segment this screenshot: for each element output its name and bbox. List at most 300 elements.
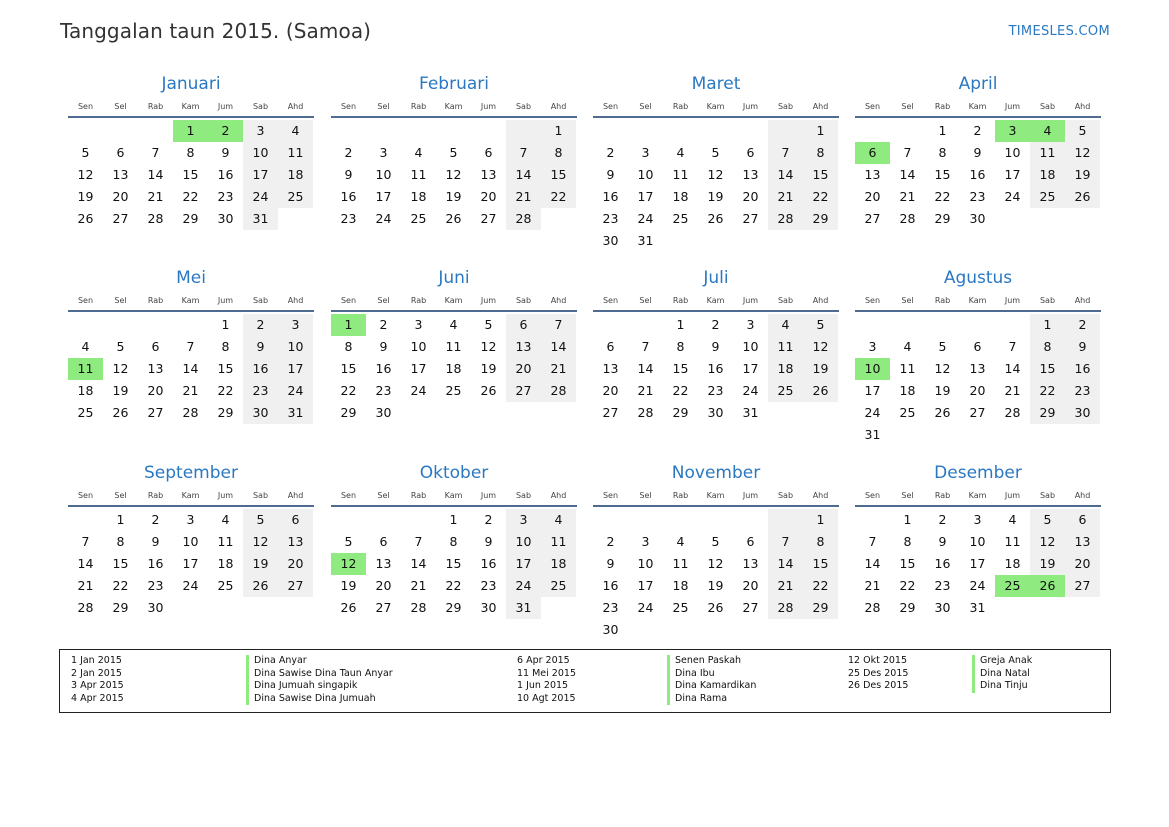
day-cell: 23 — [707, 383, 724, 398]
day-cell: 20 — [112, 189, 129, 204]
day-cell: 19 — [243, 553, 278, 575]
weekday-label: Sel — [639, 296, 652, 305]
day-cell: 19 — [445, 189, 462, 204]
day-cell: 30 — [602, 622, 619, 637]
day-cell: 7 — [641, 339, 650, 354]
day-cell: 29 — [340, 405, 357, 420]
day-cell: 7 — [186, 339, 195, 354]
month-title: April — [958, 74, 998, 94]
holiday-date: 25 Des 2015 — [848, 667, 909, 679]
day-cell: 30 — [707, 405, 724, 420]
day-cell: 9 — [973, 145, 982, 160]
day-cell: 2 — [379, 317, 388, 332]
day-cell: 4 — [449, 317, 458, 332]
empty-day — [138, 120, 173, 142]
weekday-label: Ahd — [287, 491, 304, 500]
weekday-label: Jum — [480, 296, 497, 305]
weekday-header — [68, 99, 314, 114]
day-cell: 27 — [480, 211, 497, 226]
day-cell: 29 — [934, 211, 951, 226]
day-cell: 3 — [641, 145, 650, 160]
day-cell: 26 — [1030, 575, 1065, 597]
day-cell: 25 — [672, 600, 689, 615]
day-cell: 26 — [112, 405, 129, 420]
empty-day — [663, 509, 698, 531]
day-grid — [331, 120, 577, 230]
day-cell: 15 — [340, 361, 357, 376]
day-cell: 28 — [410, 600, 427, 615]
weekday-header — [68, 293, 314, 308]
day-cell: 13 — [1065, 531, 1100, 553]
day-cell: 14 — [768, 553, 803, 575]
day-cell: 16 — [1065, 358, 1100, 380]
day-cell: 18 — [1004, 556, 1021, 571]
day-cell: 31 — [864, 427, 881, 442]
day-cell: 15 — [803, 164, 838, 186]
weekday-label: Jum — [217, 491, 234, 500]
weekday-label: Jum — [742, 296, 759, 305]
day-cell: 1 — [938, 123, 947, 138]
day-cell: 29 — [182, 211, 199, 226]
day-cell: 14 — [1004, 361, 1021, 376]
holiday-name: Dina Tinju — [972, 680, 1032, 693]
day-cell: 7 — [768, 531, 803, 553]
day-cell: 24 — [278, 380, 313, 402]
day-cell: 20 — [864, 189, 881, 204]
header-divider — [855, 310, 1101, 312]
empty-day — [890, 120, 925, 142]
holiday-name: Dina Anyar — [246, 655, 393, 668]
day-cell: 9 — [221, 145, 230, 160]
weekday-label: Jum — [217, 296, 234, 305]
empty-day — [401, 509, 436, 531]
day-cell: 8 — [449, 534, 458, 549]
brand-link[interactable]: TIMESLES.COM — [1008, 24, 1110, 39]
day-cell: 11 — [445, 339, 462, 354]
day-cell: 18 — [217, 556, 234, 571]
empty-day — [366, 509, 401, 531]
weekday-label: Ahd — [287, 102, 304, 111]
holiday-name: Dina Kamardikan — [667, 680, 756, 693]
day-cell: 28 — [864, 600, 881, 615]
holiday-name: Dina Sawise Dina Jumuah — [246, 693, 393, 706]
weekday-label: Ahd — [550, 491, 567, 500]
day-cell: 7 — [541, 314, 576, 336]
day-cell: 12 — [707, 556, 724, 571]
day-grid — [593, 120, 839, 252]
day-cell: 27 — [969, 405, 986, 420]
day-cell: 5 — [116, 339, 125, 354]
weekday-label: Kam — [706, 296, 725, 305]
empty-day — [68, 314, 103, 336]
day-cell: 20 — [506, 358, 541, 380]
day-cell: 8 — [803, 531, 838, 553]
day-cell: 2 — [484, 512, 493, 527]
empty-day — [768, 120, 803, 142]
day-cell: 8 — [1030, 336, 1065, 358]
day-cell: 24 — [637, 600, 654, 615]
weekday-label: Rab — [147, 491, 164, 500]
day-cell: 7 — [768, 142, 803, 164]
day-cell: 5 — [711, 534, 720, 549]
empty-day — [698, 120, 733, 142]
day-cell: 21 — [899, 189, 916, 204]
day-cell: 15 — [445, 556, 462, 571]
day-cell: 7 — [81, 534, 90, 549]
day-cell: 17 — [637, 578, 654, 593]
holiday-date: 6 Apr 2015 — [517, 655, 570, 666]
day-cell: 13 — [147, 361, 164, 376]
day-cell: 22 — [541, 186, 576, 208]
month-november — [593, 461, 839, 641]
day-cell: 9 — [606, 167, 615, 182]
holiday-date: 26 Des 2015 — [848, 680, 909, 691]
weekday-label: Kam — [181, 491, 200, 500]
holiday-names-column — [972, 655, 1032, 693]
day-cell: 1 — [449, 512, 458, 527]
day-cell: 21 — [77, 578, 94, 593]
weekday-label: Rab — [934, 102, 951, 111]
day-cell: 22 — [112, 578, 129, 593]
weekday-label: Rab — [410, 102, 427, 111]
day-cell: 29 — [445, 600, 462, 615]
day-cell: 5 — [81, 145, 90, 160]
day-cell: 6 — [506, 314, 541, 336]
empty-day — [925, 314, 960, 336]
day-cell: 21 — [864, 578, 881, 593]
day-cell: 31 — [243, 208, 278, 230]
day-cell: 8 — [938, 145, 947, 160]
weekday-label: Sab — [515, 491, 532, 500]
empty-day — [995, 314, 1030, 336]
day-cell: 20 — [375, 578, 392, 593]
day-cell: 2 — [711, 317, 720, 332]
weekday-header — [593, 99, 839, 114]
day-cell: 10 — [243, 142, 278, 164]
holiday-date: 11 Mei 2015 — [517, 667, 576, 679]
empty-day — [768, 509, 803, 531]
day-cell: 16 — [375, 361, 392, 376]
day-cell: 10 — [742, 339, 759, 354]
day-grid — [331, 509, 577, 619]
day-cell: 4 — [676, 534, 685, 549]
day-grid — [593, 314, 839, 424]
day-cell: 6 — [606, 339, 615, 354]
day-grid — [593, 509, 839, 641]
day-cell: 20 — [742, 578, 759, 593]
day-cell: 28 — [77, 600, 94, 615]
day-cell: 4 — [903, 339, 912, 354]
day-cell: 9 — [606, 556, 615, 571]
day-cell: 16 — [217, 167, 234, 182]
month-title: November — [671, 463, 761, 483]
month-title: Juni — [438, 268, 470, 288]
empty-day — [68, 509, 103, 531]
day-cell: 4 — [1030, 120, 1065, 142]
holiday-name: Dina Natal — [972, 668, 1032, 681]
day-cell: 8 — [344, 339, 353, 354]
day-cell: 6 — [116, 145, 125, 160]
day-cell: 28 — [768, 597, 803, 619]
header-divider — [593, 116, 839, 118]
day-cell: 3 — [243, 120, 278, 142]
day-cell: 29 — [899, 600, 916, 615]
holiday-names-column — [246, 655, 393, 705]
weekday-label: Ahd — [1074, 102, 1091, 111]
day-cell: 23 — [480, 578, 497, 593]
weekday-label: Jum — [480, 102, 497, 111]
day-cell: 14 — [899, 167, 916, 182]
day-cell: 19 — [707, 189, 724, 204]
weekday-label: Sab — [252, 296, 269, 305]
day-cell: 26 — [707, 600, 724, 615]
day-cell: 24 — [506, 575, 541, 597]
day-cell: 4 — [541, 509, 576, 531]
day-cell: 23 — [375, 383, 392, 398]
day-cell: 15 — [803, 553, 838, 575]
day-cell: 14 — [410, 556, 427, 571]
weekday-label: Sab — [515, 102, 532, 111]
weekday-label: Sen — [864, 491, 881, 500]
day-cell: 22 — [672, 383, 689, 398]
day-cell: 26 — [707, 211, 724, 226]
month-agustus — [855, 266, 1101, 446]
header-divider — [331, 505, 577, 507]
empty-day — [698, 509, 733, 531]
day-cell: 9 — [711, 339, 720, 354]
weekday-label: Ahd — [812, 491, 829, 500]
empty-day — [506, 120, 541, 142]
weekday-label: Kam — [444, 296, 463, 305]
day-cell: 9 — [243, 336, 278, 358]
weekday-header — [855, 488, 1101, 503]
day-cell: 8 — [676, 339, 685, 354]
empty-day — [960, 314, 995, 336]
day-cell: 7 — [506, 142, 541, 164]
day-cell: 24 — [375, 211, 392, 226]
day-cell: 18 — [672, 578, 689, 593]
day-cell: 24 — [637, 211, 654, 226]
weekday-label: Ahd — [287, 296, 304, 305]
day-cell: 22 — [803, 186, 838, 208]
weekday-label: Rab — [410, 491, 427, 500]
day-cell: 25 — [445, 383, 462, 398]
day-cell: 26 — [1065, 186, 1100, 208]
weekday-label: Sab — [777, 491, 794, 500]
weekday-label: Kam — [968, 102, 987, 111]
day-cell: 10 — [506, 531, 541, 553]
weekday-label: Sab — [777, 102, 794, 111]
month-juni — [331, 266, 577, 424]
weekday-header — [593, 488, 839, 503]
day-cell: 3 — [868, 339, 877, 354]
day-cell: 2 — [938, 512, 947, 527]
day-cell: 4 — [221, 512, 230, 527]
day-cell: 31 — [506, 597, 541, 619]
day-cell: 7 — [151, 145, 160, 160]
day-cell: 5 — [711, 145, 720, 160]
weekday-label: Sel — [377, 491, 390, 500]
day-cell: 22 — [340, 383, 357, 398]
day-cell: 18 — [410, 189, 427, 204]
day-cell: 16 — [340, 189, 357, 204]
day-cell: 16 — [602, 189, 619, 204]
day-cell: 7 — [868, 534, 877, 549]
day-cell: 23 — [602, 600, 619, 615]
day-grid — [855, 314, 1101, 446]
day-cell: 30 — [1065, 402, 1100, 424]
day-cell: 13 — [864, 167, 881, 182]
day-grid — [68, 120, 314, 230]
day-cell: 27 — [112, 211, 129, 226]
day-cell: 15 — [217, 361, 234, 376]
holiday-dates-column — [517, 655, 576, 705]
month-mei — [68, 266, 314, 424]
empty-day — [855, 120, 890, 142]
day-cell: 14 — [637, 361, 654, 376]
day-cell: 3 — [506, 509, 541, 531]
day-cell: 1 — [221, 317, 230, 332]
holiday-date: 2 Jan 2015 — [71, 667, 122, 679]
day-cell: 12 — [77, 167, 94, 182]
day-cell: 20 — [1065, 553, 1100, 575]
day-cell: 10 — [969, 534, 986, 549]
day-cell: 8 — [116, 534, 125, 549]
day-cell: 5 — [484, 317, 493, 332]
day-cell: 12 — [1030, 531, 1065, 553]
day-cell: 29 — [803, 597, 838, 619]
day-cell: 22 — [1030, 380, 1065, 402]
header-divider — [68, 116, 314, 118]
day-cell: 16 — [147, 556, 164, 571]
day-cell: 14 — [864, 556, 881, 571]
day-cell: 10 — [278, 336, 313, 358]
holiday-names-column — [667, 655, 756, 705]
day-cell: 24 — [864, 405, 881, 420]
day-cell: 1 — [541, 120, 576, 142]
weekday-label: Sab — [252, 102, 269, 111]
day-cell: 9 — [344, 167, 353, 182]
weekday-label: Sen — [864, 102, 881, 111]
empty-day — [173, 314, 208, 336]
empty-day — [401, 120, 436, 142]
month-april — [855, 72, 1101, 230]
weekday-label: Ahd — [1074, 491, 1091, 500]
day-cell: 17 — [864, 383, 881, 398]
day-cell: 10 — [182, 534, 199, 549]
holiday-date: 3 Apr 2015 — [71, 680, 124, 691]
day-cell: 1 — [1030, 314, 1065, 336]
day-cell: 30 — [934, 600, 951, 615]
weekday-label: Kam — [706, 102, 725, 111]
day-cell: 22 — [803, 575, 838, 597]
day-cell: 15 — [934, 167, 951, 182]
day-cell: 1 — [803, 120, 838, 142]
empty-day — [593, 120, 628, 142]
day-cell: 25 — [995, 575, 1030, 597]
day-cell: 8 — [186, 145, 195, 160]
day-cell: 9 — [379, 339, 388, 354]
month-title: Maret — [691, 74, 741, 94]
month-title: Agustus — [943, 268, 1013, 288]
weekday-label: Ahd — [550, 102, 567, 111]
day-cell: 15 — [1030, 358, 1065, 380]
day-cell: 23 — [147, 578, 164, 593]
day-cell: 30 — [969, 211, 986, 226]
day-cell: 20 — [742, 189, 759, 204]
empty-day — [331, 120, 366, 142]
day-cell: 19 — [803, 358, 838, 380]
day-cell: 18 — [1030, 164, 1065, 186]
day-cell: 13 — [969, 361, 986, 376]
day-cell: 13 — [112, 167, 129, 182]
month-title: Desember — [934, 463, 1022, 483]
day-cell: 10 — [375, 167, 392, 182]
day-cell: 17 — [969, 556, 986, 571]
day-cell: 5 — [243, 509, 278, 531]
day-cell: 31 — [637, 233, 654, 248]
day-cell: 8 — [803, 142, 838, 164]
day-cell: 16 — [707, 361, 724, 376]
day-cell: 11 — [278, 142, 313, 164]
weekday-label: Rab — [672, 102, 689, 111]
day-cell: 10 — [637, 556, 654, 571]
day-cell: 5 — [1065, 120, 1100, 142]
day-cell: 9 — [938, 534, 947, 549]
day-cell: 17 — [410, 361, 427, 376]
day-cell: 19 — [480, 361, 497, 376]
day-cell: 26 — [340, 600, 357, 615]
day-grid — [68, 509, 314, 619]
day-cell: 1 — [173, 120, 208, 142]
empty-day — [628, 120, 663, 142]
day-cell: 11 — [1004, 534, 1021, 549]
weekday-label: Sel — [114, 296, 127, 305]
header-divider — [68, 310, 314, 312]
day-cell: 10 — [1004, 145, 1021, 160]
header-divider — [855, 505, 1101, 507]
empty-day — [103, 120, 138, 142]
day-cell: 24 — [410, 383, 427, 398]
day-cell: 17 — [637, 189, 654, 204]
day-cell: 17 — [278, 358, 313, 380]
day-cell: 28 — [506, 208, 541, 230]
day-cell: 4 — [1008, 512, 1017, 527]
day-cell: 28 — [182, 405, 199, 420]
empty-day — [628, 314, 663, 336]
day-cell: 10 — [855, 358, 890, 380]
weekday-label: Sel — [639, 491, 652, 500]
month-title: Februari — [419, 74, 489, 94]
empty-day — [890, 314, 925, 336]
day-cell: 27 — [278, 575, 313, 597]
day-cell: 7 — [903, 145, 912, 160]
weekday-label: Sen — [602, 491, 619, 500]
weekday-label: Sen — [340, 102, 357, 111]
day-cell: 9 — [151, 534, 160, 549]
page-title: Tanggalan taun 2015. (Samoa) — [60, 19, 372, 43]
day-cell: 12 — [445, 167, 462, 182]
day-cell: 1 — [116, 512, 125, 527]
month-title: September — [144, 463, 238, 483]
day-cell: 28 — [768, 208, 803, 230]
day-cell: 18 — [672, 189, 689, 204]
day-cell: 26 — [243, 575, 278, 597]
day-cell: 22 — [182, 189, 199, 204]
month-title: Januari — [161, 74, 221, 94]
day-cell: 29 — [1030, 402, 1065, 424]
day-cell: 1 — [331, 314, 366, 336]
